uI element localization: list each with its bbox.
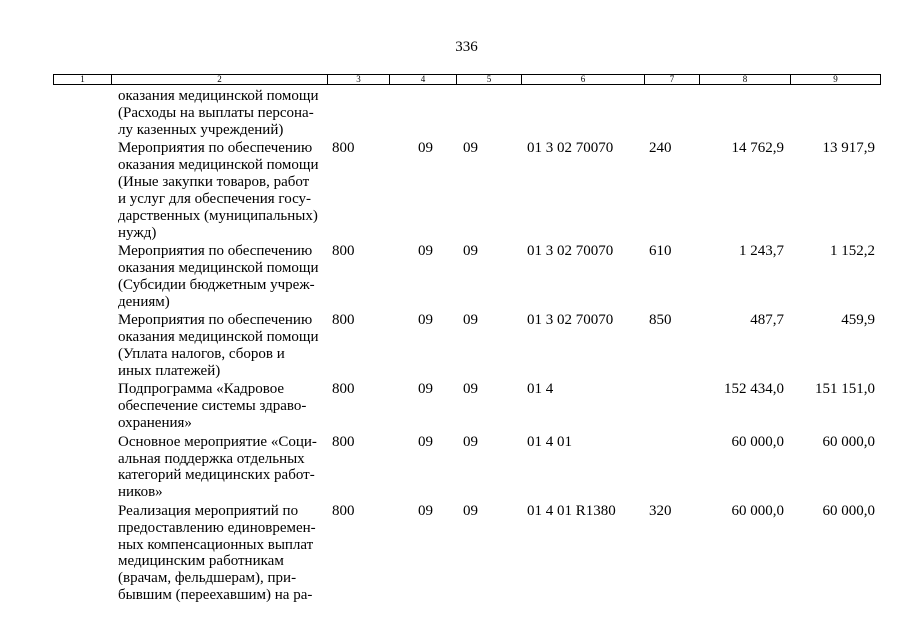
- description-cell: [111, 312, 327, 381]
- description-cell: [111, 243, 327, 312]
- description-line: дарственных (муниципальных): [118, 207, 318, 224]
- budget-table-body: [53, 86, 880, 606]
- header-cell-1: 1: [54, 75, 112, 85]
- department-code: 800: [332, 243, 355, 260]
- header-cell-7: 7: [645, 75, 700, 85]
- description-line: иных платежей): [118, 363, 221, 379]
- table-row: [53, 503, 880, 606]
- department-code: 800: [332, 312, 355, 329]
- amount-col-9: 459,9: [841, 312, 875, 329]
- subsection-code: 09: [463, 140, 478, 157]
- section-code: 09: [418, 502, 433, 519]
- expense-type-code: 320: [649, 502, 672, 519]
- target-item-code: 01 3 02 70070: [527, 140, 614, 157]
- header-row: [54, 75, 881, 85]
- description-line: лу казенных учреждений): [118, 121, 284, 138]
- target-item-code: 01 4 01: [527, 433, 572, 450]
- description-line: дениям): [118, 293, 170, 310]
- description-line: (Расходы на выплаты персона-: [118, 104, 314, 121]
- empty-cell: [53, 140, 111, 243]
- section-code: 09: [418, 433, 433, 450]
- header-cell-2: 2: [112, 75, 328, 85]
- table-row: [53, 86, 880, 140]
- empty-cell: [53, 434, 111, 503]
- section-code: 09: [418, 312, 433, 329]
- description-line: (Уплата налогов, сборов и: [118, 346, 285, 363]
- department-code: 800: [332, 433, 355, 450]
- subsection-code: 09: [463, 502, 478, 519]
- empty-cell: [644, 86, 699, 140]
- amount-col-9: 60 000,0: [822, 433, 875, 450]
- description-line: медицинским работникам: [118, 553, 284, 570]
- description-cell: [111, 434, 327, 503]
- description-line: ников»: [118, 484, 163, 501]
- description-cell: [111, 140, 327, 243]
- amount-col-8: 152 434,0: [724, 381, 784, 398]
- description-line: оказания медицинской помощи: [118, 157, 319, 174]
- description-line: нужд): [118, 224, 157, 241]
- table-row: [53, 312, 880, 381]
- expense-type-code: 850: [649, 312, 672, 329]
- description-line: (Субсидии бюджетным учреж-: [118, 276, 315, 293]
- description-line: оказания медицинской помощи: [118, 88, 319, 104]
- empty-cell: [53, 86, 111, 140]
- description-line: оказания медицинской помощи: [118, 329, 319, 346]
- amount-col-8: 487,7: [750, 312, 784, 329]
- empty-cell: [521, 86, 644, 140]
- description-line: альная поддержка отдельных: [118, 450, 305, 467]
- target-item-code: 01 4 01 R1380: [527, 502, 616, 519]
- table-row: [53, 243, 880, 312]
- section-code: 09: [418, 243, 433, 260]
- subsection-code: 09: [463, 381, 478, 398]
- target-item-code: 01 3 02 70070: [527, 243, 614, 260]
- header-cell-8: 8: [700, 75, 791, 85]
- expense-type-code: 240: [649, 140, 672, 157]
- amount-col-9: 60 000,0: [822, 502, 875, 519]
- amount-col-9: 151 151,0: [815, 381, 875, 398]
- empty-cell: [644, 434, 699, 503]
- page-number: 336: [455, 39, 478, 55]
- empty-cell: [53, 503, 111, 606]
- empty-cell: [644, 381, 699, 433]
- subsection-code: 09: [463, 433, 478, 450]
- table-row: [53, 140, 880, 243]
- description-line: бывшим (переехавшим) на ра-: [118, 587, 313, 604]
- description-line: обеспечение системы здраво-: [118, 398, 307, 415]
- description-line: Основное мероприятие «Соци-: [118, 433, 317, 450]
- empty-cell: [456, 86, 521, 140]
- description-line: ных компенсационных выплат: [118, 536, 314, 553]
- description-line: и услуг для обеспечения госу-: [118, 190, 312, 207]
- amount-col-9: 1 152,2: [830, 243, 875, 260]
- amount-col-8: 14 762,9: [731, 140, 784, 157]
- description-line: Подпрограмма «Кадровое: [118, 381, 285, 398]
- target-item-code: 01 3 02 70070: [527, 312, 614, 329]
- description-line: Мероприятия по обеспечению: [118, 312, 313, 329]
- amount-col-8: 60 000,0: [731, 502, 784, 519]
- description-cell: [111, 381, 327, 433]
- header-cell-4: 4: [390, 75, 457, 85]
- description-line: категорий медицинских работ-: [118, 467, 315, 484]
- table-header: [53, 74, 881, 85]
- empty-cell: [327, 86, 389, 140]
- empty-cell: [53, 381, 111, 433]
- description-line: предоставлению единовремен-: [118, 519, 316, 536]
- empty-cell: [53, 312, 111, 381]
- empty-cell: [790, 86, 880, 140]
- header-cell-5: 5: [457, 75, 522, 85]
- description-line: Мероприятия по обеспечению: [118, 140, 313, 157]
- description-cell: [111, 503, 327, 606]
- empty-cell: [53, 243, 111, 312]
- target-item-code: 01 4: [527, 381, 554, 398]
- subsection-code: 09: [463, 243, 478, 260]
- header-cell-6: 6: [522, 75, 645, 85]
- amount-col-8: 1 243,7: [739, 243, 784, 260]
- description-line: (врачам, фельдшерам), при-: [118, 570, 297, 587]
- description-line: охранения»: [118, 415, 192, 432]
- section-code: 09: [418, 140, 433, 157]
- description-cell: [111, 86, 327, 140]
- header-cell-9: 9: [791, 75, 881, 85]
- description-line: Реализация мероприятий по: [118, 502, 299, 519]
- department-code: 800: [332, 140, 355, 157]
- header-cell-3: 3: [328, 75, 390, 85]
- expense-type-code: 610: [649, 243, 672, 260]
- section-code: 09: [418, 381, 433, 398]
- subsection-code: 09: [463, 312, 478, 329]
- description-line: оказания медицинской помощи: [118, 260, 319, 277]
- amount-col-9: 13 917,9: [822, 140, 875, 157]
- department-code: 800: [332, 381, 355, 398]
- description-line: (Иные закупки товаров, работ: [118, 174, 310, 191]
- amount-col-8: 60 000,0: [731, 433, 784, 450]
- table-row: [53, 434, 880, 503]
- description-line: Мероприятия по обеспечению: [118, 243, 313, 260]
- empty-cell: [389, 86, 456, 140]
- table-row: [53, 381, 880, 433]
- empty-cell: [699, 86, 790, 140]
- department-code: 800: [332, 502, 355, 519]
